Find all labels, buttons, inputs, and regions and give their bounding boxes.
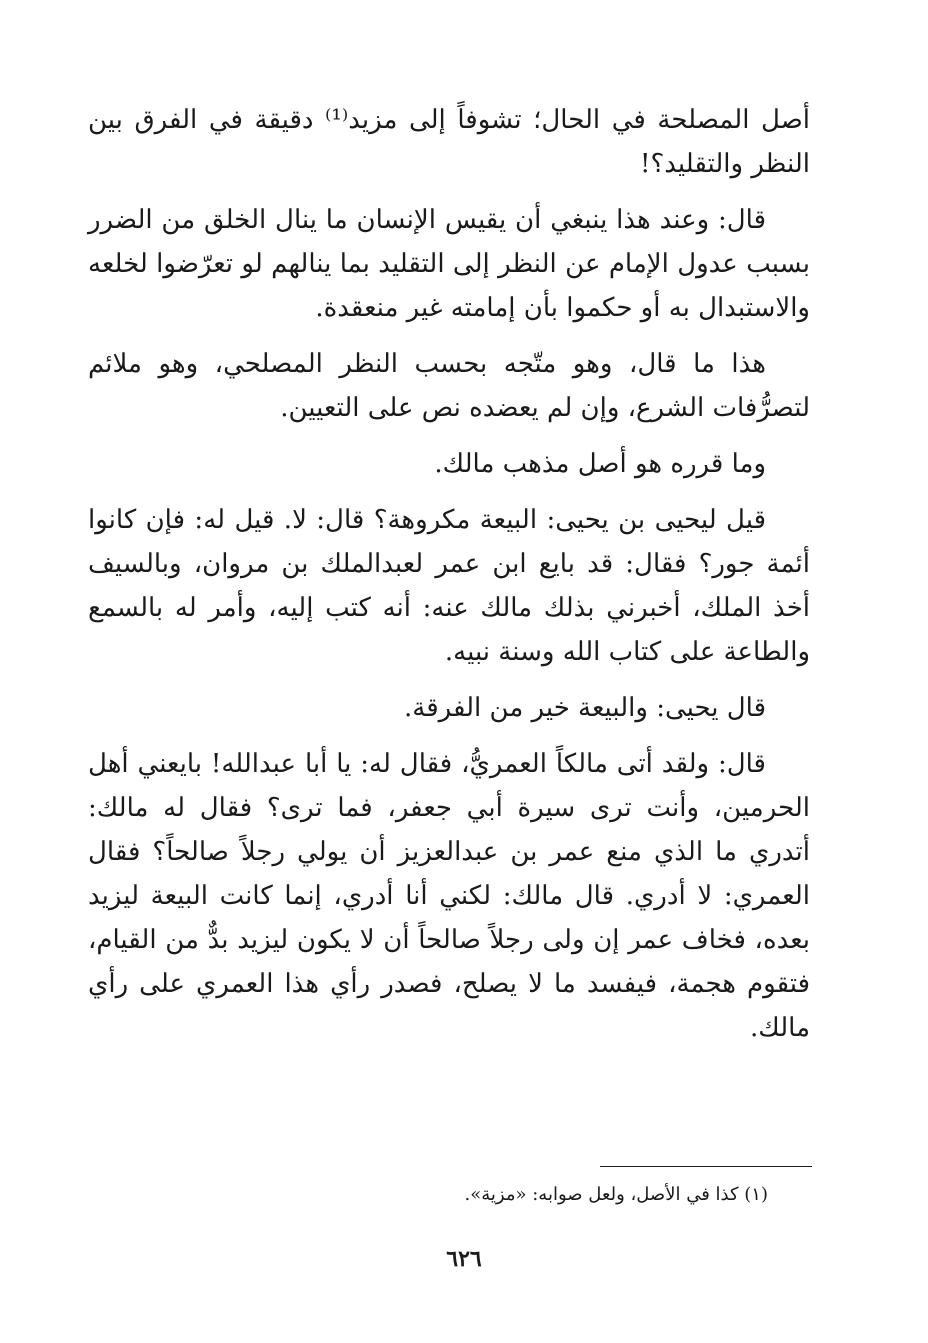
footnote: (١) كذا في الأصل، ولعل صوابه: «مزية».: [464, 1184, 768, 1205]
paragraph-2: قال: وعند هذا ينبغي أن يقيس الإنسان ما ينال الخلق من الضرر بسبب عدول الإمام عن النظر إلى التقليد بما ينالهم لو تعرّضوا لخلعه والاستبدال به أو حكموا بأن إمامته غير منعقدة.: [88, 205, 810, 323]
page-number: ٦٢٦: [446, 1246, 482, 1272]
main-text: [88, 98, 810, 1050]
paragraph-1: أصل المصلحة في الحال؛ تشوفاً إلى مزيد⁽¹⁾ دقيقة في الفرق بين النظر والتقليد؟!: [88, 105, 810, 179]
paragraph-4: وما قرره هو أصل مذهب مالك.: [434, 449, 766, 479]
paragraph-3: هذا ما قال، وهو متّجه بحسب النظر المصلحي، وهو ملائم لتصرُّفات الشرع، وإن لم يعضده نص على التعيين.: [88, 349, 810, 423]
paragraph-6: قال يحيى: والبيعة خير من الفرقة.: [404, 693, 766, 723]
paragraph-7: قال: ولقد أتى مالكاً العمريُّ، فقال له: يا أبا عبدالله! بايعني أهل الحرمين، وأنت ترى سيرة أبي جعفر، فما ترى؟ فقال له مالك: أتدري ما الذي منع عمر بن عبدالعزيز أن يولي رجلاً صالحاً؟ فقال العمري: لا أدري. قال مالك: لكني أنا أدري، إنما كانت البيعة ليزيد بعده، فخاف عمر إن ولى رجلاً صالحاً أن لا يكون ليزيد بدٌّ من القيام، فتقوم هجمة، فيفسد ما لا يصلح، فصدر رأي هذا العمري على رأي مالك.: [88, 749, 810, 1043]
footnote-divider: [600, 1166, 812, 1167]
paragraph-5: قيل ليحيى بن يحيى: البيعة مكروهة؟ قال: لا. قيل له: فإن كانوا أئمة جور؟ فقال: قد بايع ابن عمر لعبدالملك بن مروان، وبالسيف أخذ الملك، أخبرني بذلك مالك عنه: أنه كتب إليه، وأمر له بالسمع والطاعة على كتاب الله وسنة نبيه.: [88, 505, 810, 667]
